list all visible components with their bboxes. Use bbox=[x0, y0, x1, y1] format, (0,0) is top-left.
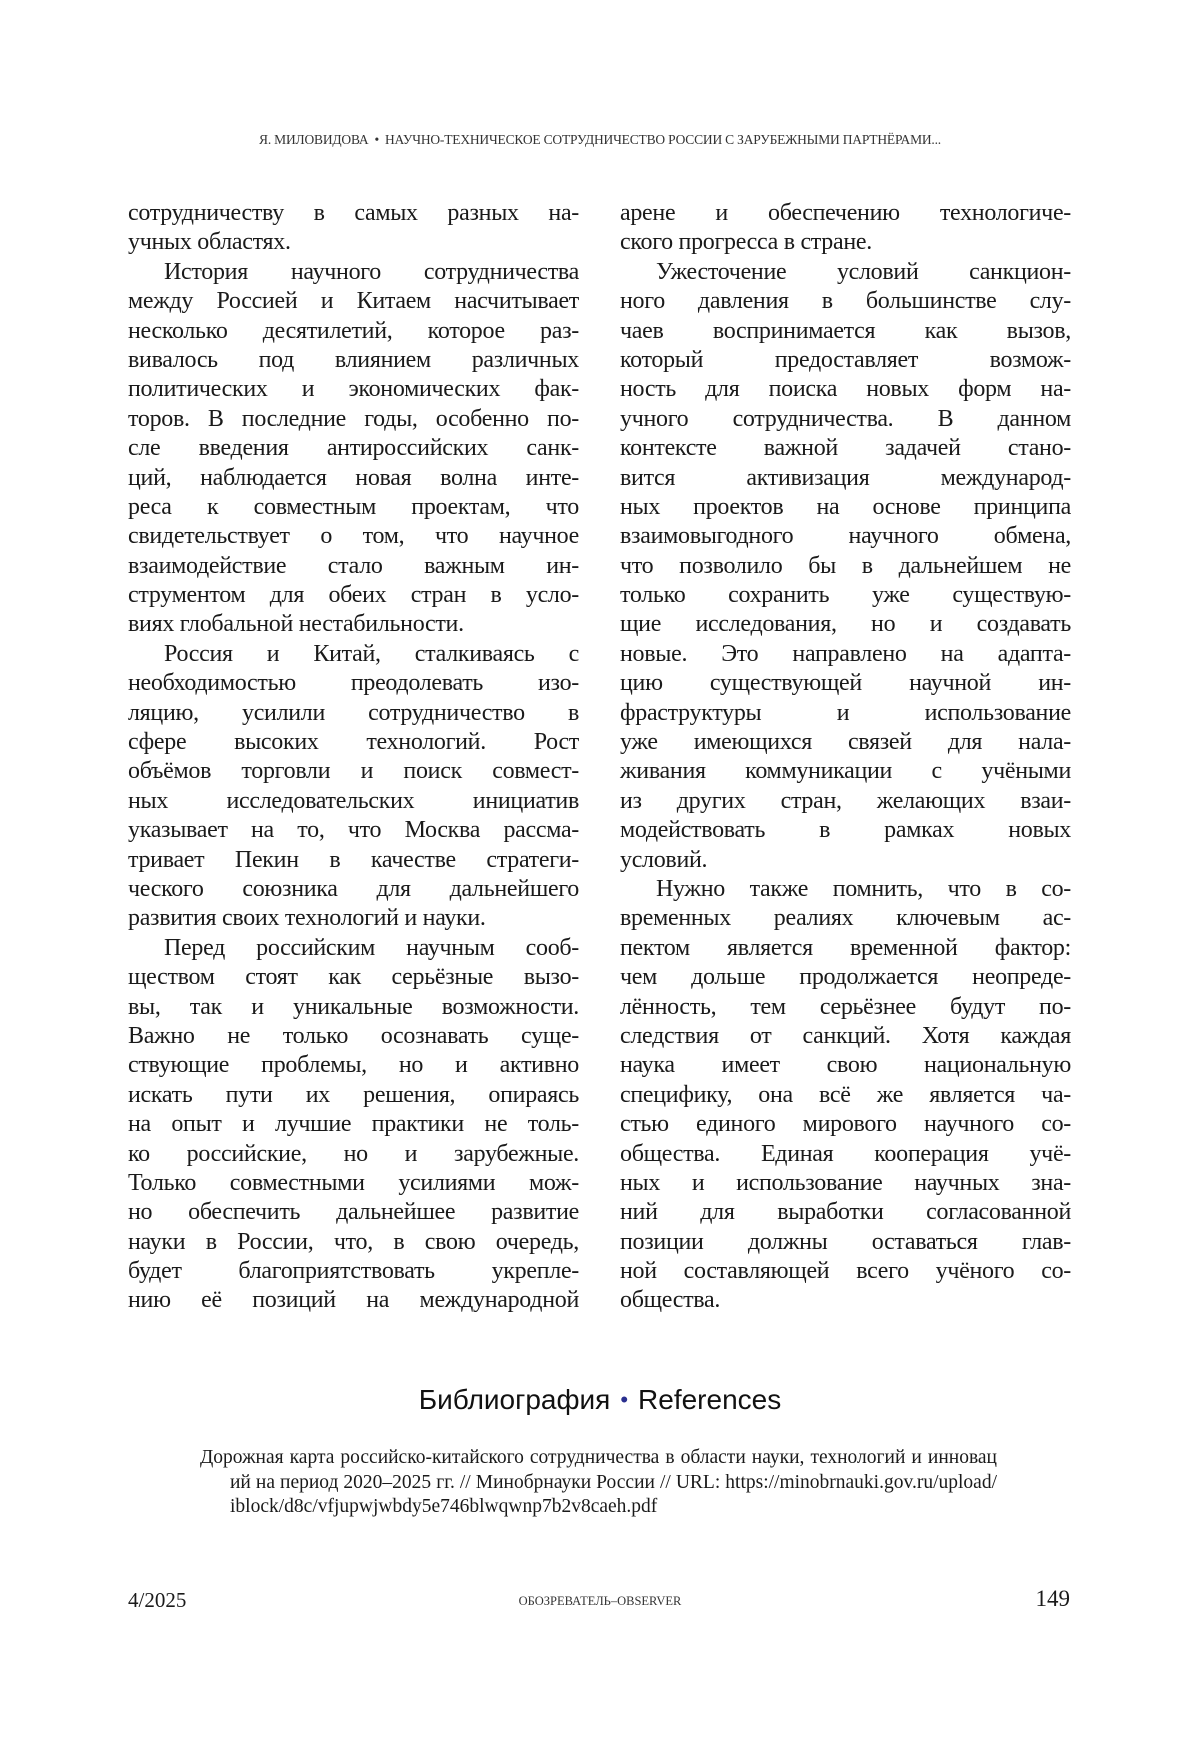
text-line: наука имеет свою национальную bbox=[620, 1051, 1071, 1080]
heading-ru: Библиография bbox=[419, 1384, 611, 1415]
text-line: учных областях. bbox=[128, 228, 579, 257]
running-head-title: НАУЧНО-ТЕХНИЧЕСКОЕ СОТРУДНИЧЕСТВО РОССИИ С ЗАРУБЕЖНЫМИ ПАРТНЁРАМИ... bbox=[385, 132, 941, 147]
running-head-author: Я. МИЛОВИДОВА bbox=[259, 132, 368, 147]
text-line: виях глобальной нестабильности. bbox=[128, 610, 579, 639]
issue-number: 4/2025 bbox=[128, 1588, 186, 1613]
text-line: реса к совместным проектам, что bbox=[128, 493, 579, 522]
text-line: чаев воспринимается как вызов, bbox=[620, 317, 1071, 346]
text-line: ных и использование научных зна- bbox=[620, 1169, 1071, 1198]
text-line: цию существующей научной ин- bbox=[620, 669, 1071, 698]
text-line: щие исследования, но и создавать bbox=[620, 610, 1071, 639]
text-line: указывает на то, что Москва рассма- bbox=[128, 816, 579, 845]
text-line: специфику, она всё же является ча- bbox=[620, 1081, 1071, 1110]
text-line: модействовать в рамках новых bbox=[620, 816, 1071, 845]
text-line: живания коммуникации с учёными bbox=[620, 757, 1071, 786]
text-line: учного сотрудничества. В данном bbox=[620, 405, 1071, 434]
text-line: ций, наблюдается новая волна инте- bbox=[128, 464, 579, 493]
text-line: Нужно также помнить, что в со- bbox=[620, 875, 1071, 904]
text-line: ляцию, усилили сотрудничество в bbox=[128, 699, 579, 728]
heading-en: References bbox=[638, 1384, 781, 1415]
text-line: сотрудничеству в самых разных на- bbox=[128, 199, 579, 228]
text-line: следствия от санкций. Хотя каждая bbox=[620, 1022, 1071, 1051]
text-line: контексте важной задачей стано- bbox=[620, 434, 1071, 463]
text-line: нию её позиций на международной bbox=[128, 1286, 579, 1315]
text-line: объёмов торговли и поиск совмест- bbox=[128, 757, 579, 786]
page-number: 149 bbox=[1036, 1586, 1071, 1612]
reference-entry: Дорожная карта российско-китайского сотрудничества в области науки, технологий и инноваций на период 2020–2025 гг. // Минобрнауки России // URL: https://minobrnauki.gov.ru/upload/iblock/d8c/vfjupwjwbdy5e746blwqwnp7b2v8caeh.pdf bbox=[200, 1446, 997, 1520]
text-line: будет благоприятствовать укрепле- bbox=[128, 1257, 579, 1286]
text-line: струментом для обеих стран в усло- bbox=[128, 581, 579, 610]
text-line: ко российские, но и зарубежные. bbox=[128, 1140, 579, 1169]
bibliography-heading bbox=[0, 1384, 1200, 1416]
text-line: сфере высоких технологий. Рост bbox=[128, 728, 579, 757]
text-line: сле введения антироссийских санк- bbox=[128, 434, 579, 463]
text-line: общества. Единая кооперация учё- bbox=[620, 1140, 1071, 1169]
text-line: новые. Это направлено на адапта- bbox=[620, 640, 1071, 669]
running-head bbox=[0, 132, 1200, 148]
text-line: пектом является временной фактор: bbox=[620, 934, 1071, 963]
text-line: ность для поиска новых форм на- bbox=[620, 375, 1071, 404]
text-column-right bbox=[620, 199, 1071, 1316]
text-line: История научного сотрудничества bbox=[128, 258, 579, 287]
text-line: ствующие проблемы, но и активно bbox=[128, 1051, 579, 1080]
text-line: политических и экономических фак- bbox=[128, 375, 579, 404]
text-line: который предоставляет возмож- bbox=[620, 346, 1071, 375]
text-line: взаимовыгодного научного обмена, bbox=[620, 522, 1071, 551]
text-line: несколько десятилетий, которое раз- bbox=[128, 317, 579, 346]
text-line: ных исследовательских инициатив bbox=[128, 787, 579, 816]
text-line: ний для выработки согласованной bbox=[620, 1198, 1071, 1227]
text-line: уже имеющихся связей для нала- bbox=[620, 728, 1071, 757]
bullet-icon: • bbox=[374, 132, 379, 147]
text-line: Ужесточение условий санкцион- bbox=[620, 258, 1071, 287]
text-line: условий. bbox=[620, 846, 1071, 875]
text-line: ческого союзника для дальнейшего bbox=[128, 875, 579, 904]
bullet-icon: • bbox=[620, 1387, 628, 1412]
text-line: вится активизация международ- bbox=[620, 464, 1071, 493]
text-line: ществом стоят как серьёзные вызо- bbox=[128, 963, 579, 992]
text-line: стью единого мирового научного со- bbox=[620, 1110, 1071, 1139]
text-line: чем дольше продолжается неопреде- bbox=[620, 963, 1071, 992]
text-line: ной составляющей всего учёного со- bbox=[620, 1257, 1071, 1286]
text-line: науки в России, что, в свою очередь, bbox=[128, 1228, 579, 1257]
text-line: вивалось под влиянием различных bbox=[128, 346, 579, 375]
text-line: что позволило бы в дальнейшем не bbox=[620, 552, 1071, 581]
text-line: Перед российским научным сооб- bbox=[128, 934, 579, 963]
text-line: только сохранить уже существую- bbox=[620, 581, 1071, 610]
text-line: временных реалиях ключевым ас- bbox=[620, 904, 1071, 933]
text-line: взаимодействие стало важным ин- bbox=[128, 552, 579, 581]
text-line: ных проектов на основе принципа bbox=[620, 493, 1071, 522]
text-line: но обеспечить дальнейшее развитие bbox=[128, 1198, 579, 1227]
text-line: фраструктуры и использование bbox=[620, 699, 1071, 728]
text-line: искать пути их решения, опираясь bbox=[128, 1081, 579, 1110]
text-line: необходимостью преодолевать изо- bbox=[128, 669, 579, 698]
text-line: торов. В последние годы, особенно по- bbox=[128, 405, 579, 434]
text-line: свидетельствует о том, что научное bbox=[128, 522, 579, 551]
text-line: между Россией и Китаем насчитывает bbox=[128, 287, 579, 316]
text-line: из других стран, желающих взаи- bbox=[620, 787, 1071, 816]
text-line: вы, так и уникальные возможности. bbox=[128, 993, 579, 1022]
text-column-left bbox=[128, 199, 579, 1316]
text-line: Важно не только осознавать суще- bbox=[128, 1022, 579, 1051]
journal-name: ОБОЗРЕВАТЕЛЬ–OBSERVER bbox=[0, 1594, 1200, 1609]
text-line: развития своих технологий и науки. bbox=[128, 904, 579, 933]
text-line: арене и обеспечению технологиче- bbox=[620, 199, 1071, 228]
text-line: Россия и Китай, сталкиваясь с bbox=[128, 640, 579, 669]
text-line: лённость, тем серьёзнее будут по- bbox=[620, 993, 1071, 1022]
text-line: позиции должны оставаться глав- bbox=[620, 1228, 1071, 1257]
text-line: Только совместными усилиями мож- bbox=[128, 1169, 579, 1198]
text-line: ского прогресса в стране. bbox=[620, 228, 1071, 257]
text-line: общества. bbox=[620, 1286, 1071, 1315]
text-line: ного давления в большинстве слу- bbox=[620, 287, 1071, 316]
text-line: тривает Пекин в качестве стратеги- bbox=[128, 846, 579, 875]
text-line: на опыт и лучшие практики не толь- bbox=[128, 1110, 579, 1139]
